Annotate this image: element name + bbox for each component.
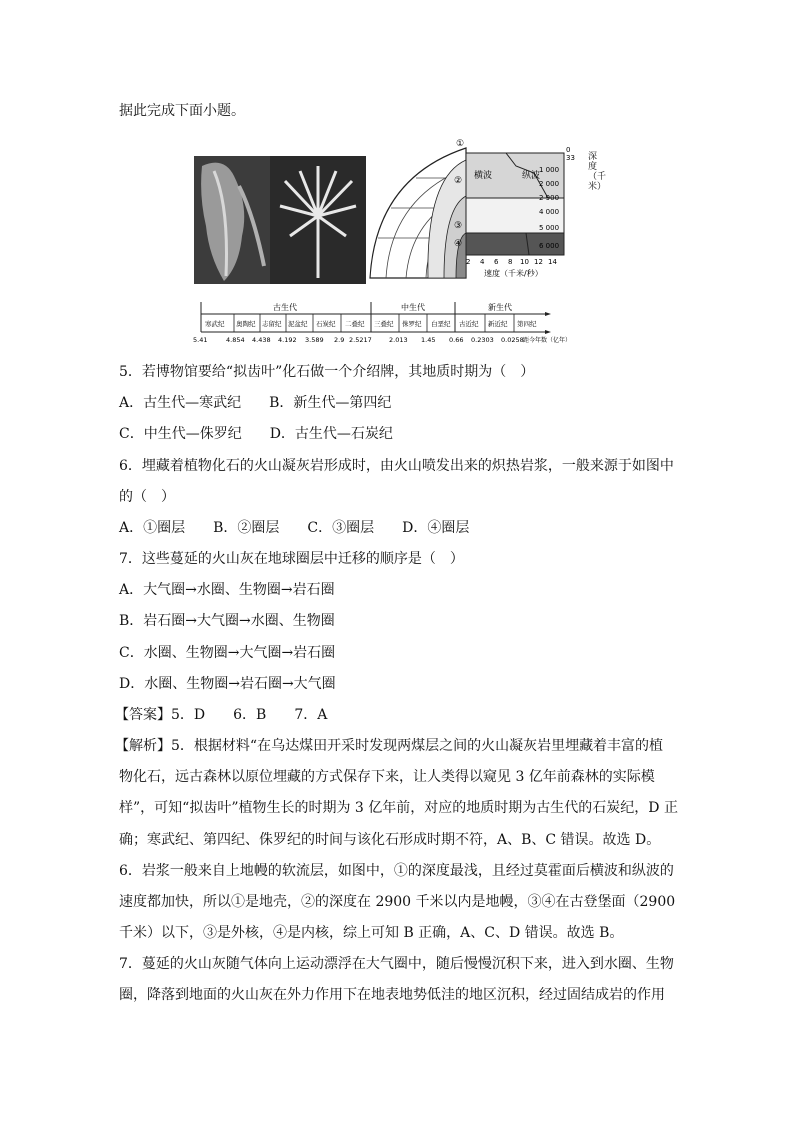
speed-tick: 2 — [466, 258, 471, 266]
question-7-option-d: D．水圈、生物圈→岩石圈→大气圈 — [119, 676, 336, 692]
layer-label-2: ② — [454, 176, 463, 186]
depth-tick: 0 — [566, 146, 571, 154]
age-label: 2.9 — [334, 336, 345, 344]
question-5-options-ab: A．古生代—寒武纪 B．新生代—第四纪 — [119, 395, 392, 411]
analysis-line: 样”，可知“拟齿叶”植物生长的时期为 3 亿年前，对应的地质时期为古生代的石炭纪，D 正 — [119, 800, 678, 816]
period-label: 侏罗纪 — [402, 320, 422, 328]
depth-axis-title: 深度（千米） — [588, 152, 607, 192]
age-label: 4.192 — [278, 336, 297, 344]
period-label: 二叠纪 — [345, 320, 365, 328]
layer-label-3: ③ — [454, 221, 463, 231]
transverse-wave-label: 横波 — [474, 171, 493, 181]
speed-tick: 4 — [480, 258, 485, 266]
earth-interior-diagram — [366, 138, 584, 284]
fossil-photo-leaf — [194, 156, 270, 284]
analysis-line: 物化石，远古森林以原位埋藏的方式保存下来，让人类得以窥见 3 亿年前森林的实际模 — [119, 769, 655, 785]
age-label: 0.2303 — [471, 336, 494, 344]
analysis-line: 6．岩浆一般来自上地幔的软流层，如图中，①的深度最浅，且经过莫霍面后横波和纵波的 — [119, 863, 674, 879]
depth-tick: 4 000 — [539, 208, 560, 216]
layer-label-4: ④ — [454, 239, 463, 249]
age-label: 5.41 — [193, 336, 208, 344]
age-label: 4.854 — [226, 336, 245, 344]
geologic-timeline — [193, 298, 573, 348]
question-6-options: A．①圈层 B．②圈层 C．③圈层 D．④圈层 — [119, 520, 470, 536]
longitudinal-wave-label: 纵波 — [522, 171, 541, 181]
layer-label-1: ① — [456, 139, 465, 149]
age-label: 1.45 — [421, 336, 436, 344]
depth-tick: 6 000 — [539, 242, 560, 250]
analysis-line: 圈，降落到地面的火山灰在外力作用下在地表地势低洼的地区沉积，经过固结成岩的作用 — [119, 987, 665, 1003]
depth-tick: 2 900 — [539, 194, 560, 202]
question-6-stem: 6．埋藏着植物化石的火山凝灰岩形成时，由火山喷发出来的炽热岩浆，一般来源于如图中 — [119, 458, 674, 474]
answer-line: 【答案】5．D 6．B 7．A — [115, 707, 328, 723]
question-5-stem: 5．若博物馆要给“拟齿叶”化石做一个介绍牌，其地质时期为（ ） — [119, 364, 535, 380]
period-label: 泥盆纪 — [288, 320, 308, 328]
analysis-line: 千米）以下，③是外核，④是内核，综上可知 B 正确，A、C、D 错误。故选 B。 — [119, 925, 624, 941]
speed-tick: 6 — [494, 258, 499, 266]
analysis-line: 确；寒武纪、第四纪、侏罗纪的时间与该化石形成时期不符，A、B、C 错误。故选 D。 — [119, 832, 661, 848]
period-label: 奥陶纪 — [236, 320, 256, 328]
period-label: 第四纪 — [517, 320, 537, 328]
depth-tick: 2 000 — [539, 180, 560, 188]
question-7-option-b: B．岩石圈→大气圈→水圈、生物圈 — [119, 613, 335, 629]
age-label: 2.5217 — [349, 336, 372, 344]
period-label: 志留纪 — [262, 320, 282, 328]
analysis-line: 速度都加快，所以①是地壳，②的深度在 2900 千米以内是地幔，③④在古登堡面（2900 — [119, 894, 676, 910]
age-label: 4.438 — [252, 336, 271, 344]
speed-tick: 14 — [548, 258, 557, 266]
depth-tick: 1 000 — [539, 166, 560, 174]
period-label: 古近纪 — [459, 320, 479, 328]
period-label: 寒武纪 — [205, 320, 225, 328]
analysis-line: 7．蔓延的火山灰随气体向上运动漂浮在大气圈中，随后慢慢沉积下来，进入到水圈、生物 — [119, 956, 674, 972]
age-axis-label: 距今年数（亿年） — [523, 337, 572, 344]
fossil-photo-plant — [270, 156, 366, 284]
question-7-stem: 7．这些蔓延的火山灰在地球圈层中迁移的顺序是（ ） — [119, 551, 464, 567]
depth-tick: 33 — [566, 154, 575, 162]
era-mesozoic: 中生代 — [401, 303, 425, 312]
age-label: 3.589 — [305, 336, 324, 344]
depth-tick: 5 000 — [539, 224, 560, 232]
era-cenozoic: 新生代 — [488, 303, 512, 312]
question-7-option-c: C．水圈、生物圈→大气圈→岩石圈 — [119, 645, 336, 661]
speed-tick: 8 — [508, 258, 513, 266]
era-paleozoic: 古生代 — [273, 303, 297, 312]
age-label: 2.013 — [389, 336, 408, 344]
question-6-stem-cont: 的（ ） — [119, 489, 175, 505]
question-7-option-a: A．大气圈→水圈、生物圈→岩石圈 — [119, 582, 335, 598]
speed-axis-title: 速度（千米/秒） — [484, 269, 543, 278]
age-label: 0.0258 — [501, 336, 524, 344]
period-label: 白垩纪 — [431, 320, 451, 328]
period-label: 三叠纪 — [374, 320, 394, 328]
intro-text: 据此完成下面小题。 — [119, 103, 245, 119]
speed-tick: 12 — [534, 258, 543, 266]
period-label: 新近纪 — [488, 320, 508, 328]
question-5-options-cd: C．中生代—侏罗纪 D．古生代—石炭纪 — [119, 426, 393, 442]
speed-tick: 10 — [520, 258, 529, 266]
analysis-line: 【解析】5．根据材料“在乌达煤田开采时发现两煤层之间的火山凝灰岩里埋藏着丰富的植 — [115, 738, 664, 754]
age-label: 0.66 — [449, 336, 464, 344]
period-label: 石炭纪 — [316, 320, 336, 328]
